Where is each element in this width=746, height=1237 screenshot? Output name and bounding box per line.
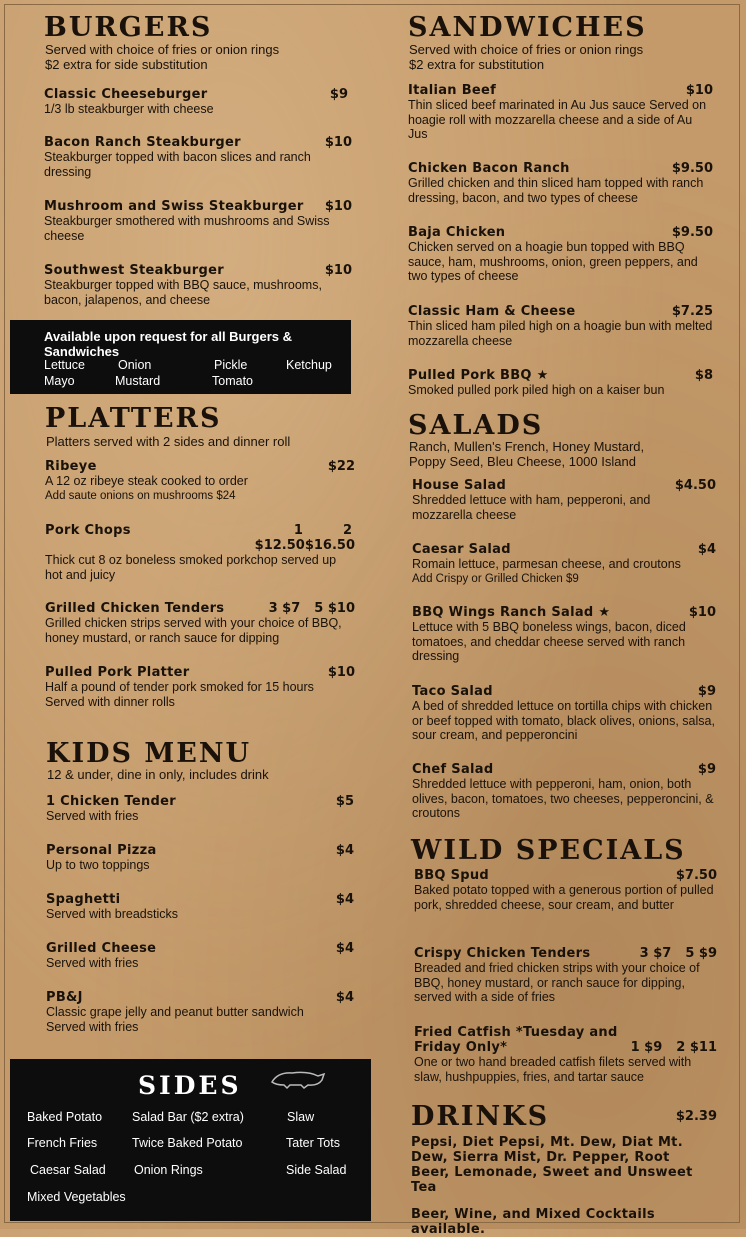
- item-desc: 1/3 lb steakburger with cheese: [44, 102, 214, 116]
- menu-item: [44, 199, 352, 243]
- item-desc: A 12 oz ribeye steak cooked to order: [45, 474, 248, 488]
- item-name: Chef Salad: [412, 762, 494, 777]
- item-name: Baja Chicken: [408, 225, 506, 240]
- menu-item: [414, 946, 717, 1005]
- item-desc: Grilled chicken strips served with your choice of BBQ, honey mustard, or ranch sauce for dipping: [45, 616, 342, 645]
- item-name: Classic Ham & Cheese: [408, 304, 576, 319]
- side-item: Side Salad: [286, 1163, 347, 1177]
- drinks-list: Pepsi, Diet Pepsi, Mt. Dew, Diat Mt. Dew, Sierra Mist, Dr. Pepper, Root Beer, Lemonade, Sweet and Unsweet Tea: [411, 1135, 693, 1195]
- drinks-note: Beer, Wine, and Mixed Cocktails available.: [411, 1207, 655, 1237]
- item-price: $10: [688, 605, 716, 620]
- item-name: Fried Catfish *Tuesday and Friday Only*: [414, 1025, 618, 1055]
- item-name: Pulled Pork Platter: [45, 665, 190, 680]
- platters-note: Platters served with 2 sides and dinner roll: [46, 434, 291, 449]
- side-item: Mixed Vegetables: [27, 1190, 126, 1204]
- item-price: $7.50: [675, 868, 717, 883]
- item-price-1: 3 $7: [639, 946, 672, 961]
- menu-item: [414, 868, 717, 912]
- menu-item: [414, 1025, 717, 1084]
- item-name: Taco Salad: [412, 684, 493, 699]
- topping-item: Pickle: [214, 358, 248, 372]
- side-item: French Fries: [27, 1136, 98, 1150]
- item-desc: Chicken served on a hoagie bun topped with BBQ sauce, ham, mushrooms, onion, green peppers, and two types of cheese: [408, 240, 698, 283]
- item-name: Caesar Salad: [412, 542, 511, 557]
- sides-box: [10, 1059, 371, 1221]
- item-desc: Grilled chicken and thin sliced ham topped with ranch dressing, bacon, and two types of cheese: [408, 176, 704, 205]
- side-item: Caesar Salad: [30, 1163, 106, 1177]
- drinks-section: [411, 1103, 717, 1237]
- menu-item: [46, 892, 354, 922]
- side-item: Salad Bar ($2 extra): [132, 1110, 244, 1124]
- menu-item: [45, 601, 355, 645]
- left-column: [44, 12, 352, 307]
- menu-item: [412, 542, 716, 586]
- item-desc: Smoked pulled pork piled high on a kaiser bun: [408, 383, 665, 397]
- salads-note: Poppy Seed, Bleu Cheese, 1000 Island: [409, 454, 636, 469]
- kids-section: [46, 738, 354, 1034]
- item-name: Spaghetti: [46, 892, 121, 907]
- toppings-box: [10, 320, 351, 394]
- platters-title: PLATTERS: [45, 403, 222, 434]
- menu-item: [46, 941, 354, 971]
- kids-title: KIDS MENU: [46, 738, 252, 769]
- sandwiches-section: [408, 12, 713, 397]
- item-price: $4: [335, 892, 354, 907]
- item-name: Ribeye: [45, 459, 97, 474]
- item-name: Bacon Ranch Steakburger: [44, 135, 241, 150]
- item-desc: Served with fries: [46, 809, 139, 823]
- topping-item: Mustard: [115, 374, 161, 388]
- item-desc: Thin sliced beef marinated in Au Jus sauce Served on hoagie roll with mozzarella cheese and a side of Au Jus: [408, 98, 707, 141]
- drinks-title: DRINKS: [411, 1101, 550, 1132]
- item-price: [45, 538, 355, 553]
- item-price: $9: [697, 684, 716, 699]
- item-desc: Shredded lettuce with ham, pepperoni, and mozzarella cheese: [412, 493, 651, 522]
- menu-item: [412, 478, 716, 522]
- specials-section: [411, 835, 717, 1084]
- side-item: Twice Baked Potato: [132, 1136, 243, 1150]
- item-price: $9: [329, 87, 348, 102]
- item-desc: One or two hand breaded catfish filets served with slaw, hushpuppies, fries, and tartar sauce: [414, 1055, 692, 1084]
- item-desc: Shredded lettuce with pepperoni, ham, onion, both olives, bacon, tomatoes, two cheeses, pepperoncini, & croutons: [412, 777, 714, 820]
- item-name: Crispy Chicken Tenders: [414, 946, 591, 961]
- item-price: $10: [324, 199, 352, 214]
- item-price: $10: [324, 263, 352, 278]
- menu-item: [46, 843, 354, 873]
- item-desc: Thin sliced ham piled high on a hoagie bun with melted mozzarella cheese: [408, 319, 713, 348]
- qty-label: 2: [342, 523, 352, 538]
- item-price-2: 5 $9: [685, 946, 717, 961]
- item-desc: Classic grape jelly and peanut butter sandwich: [46, 1005, 304, 1019]
- item-price: $9: [697, 762, 716, 777]
- menu-item: [408, 161, 713, 205]
- item-desc: Steakburger smothered with mushrooms and Swiss cheese: [44, 214, 330, 243]
- item-desc: Baked potato topped with a generous portion of pulled pork, shredded cheese, sour cream, and butter: [414, 883, 714, 912]
- burgers-note: $2 extra for side substitution: [45, 57, 208, 72]
- topping-item: Tomato: [212, 374, 253, 388]
- item-desc-2: Served with fries: [46, 1019, 139, 1034]
- drinks-price: $2.39: [675, 1109, 717, 1124]
- item-desc: Romain lettuce, parmesan cheese, and croutons: [412, 557, 681, 571]
- item-name: Pulled Pork BBQ ★: [408, 368, 549, 383]
- menu-item: [408, 83, 713, 142]
- sides-title: SIDES: [138, 1071, 242, 1100]
- menu-item: [408, 225, 713, 284]
- item-price: $10: [327, 665, 355, 680]
- item-desc: Steakburger topped with bacon slices and ranch dressing: [44, 150, 311, 179]
- item-desc: A bed of shredded lettuce on tortilla chips with chicken or beef topped with tomato, black olives, onions, salsa, sour cream, and pepperoncini: [412, 699, 715, 742]
- item-price: [631, 1040, 717, 1055]
- sandwiches-title: SANDWICHES: [408, 12, 647, 43]
- item-name: Southwest Steakburger: [44, 263, 224, 278]
- item-desc: Served with breadsticks: [46, 907, 179, 921]
- specials-title: WILD SPECIALS: [411, 835, 686, 866]
- salads-section: [408, 410, 716, 820]
- item-desc: Served with fries: [46, 956, 139, 970]
- menu-item: [44, 263, 352, 307]
- item-price: $4.50: [674, 478, 716, 493]
- item-name: Grilled Chicken Tenders: [45, 601, 225, 616]
- pig-icon: [268, 1068, 328, 1090]
- item-price: $9.50: [671, 225, 713, 240]
- menu-item: [45, 665, 355, 709]
- item-name: Mushroom and Swiss Steakburger: [44, 199, 304, 214]
- side-item: Baked Potato: [27, 1110, 103, 1124]
- item-price: $22: [327, 459, 355, 474]
- side-item: Slaw: [287, 1110, 315, 1124]
- menu-item: [412, 605, 716, 664]
- burgers-note: Served with choice of fries or onion rings: [45, 42, 280, 57]
- item-name: Chicken Bacon Ranch: [408, 161, 570, 176]
- menu-item: [45, 459, 355, 503]
- item-name: Italian Beef: [408, 83, 497, 98]
- item-desc: Breaded and fried chicken strips with your choice of BBQ, honey mustard, or ranch sauce for dipping, served with a side of fries: [414, 961, 700, 1004]
- menu-item: [408, 368, 713, 398]
- item-price-1: 3 $7: [268, 601, 301, 616]
- item-name: House Salad: [412, 478, 507, 493]
- salads-note: Ranch, Mullen's French, Honey Mustard,: [409, 439, 645, 454]
- toppings-heading: Available upon request for all Burgers & Sandwiches: [44, 329, 293, 359]
- item-desc: Thick cut 8 oz boneless smoked porkchop served up hot and juicy: [45, 553, 337, 582]
- item-price: $5: [335, 794, 354, 809]
- item-name: Classic Cheeseburger: [44, 87, 208, 102]
- menu-item: [408, 304, 713, 348]
- item-price: $10: [685, 83, 713, 98]
- menu-item: [412, 762, 716, 821]
- menu-item: [45, 523, 355, 582]
- topping-item: Ketchup: [286, 358, 332, 372]
- item-price-2: 5 $10: [314, 601, 355, 616]
- item-name: PB&J: [46, 990, 83, 1005]
- sandwiches-note: $2 extra for substitution: [409, 57, 545, 72]
- item-desc: Lettuce with 5 BBQ boneless wings, bacon, diced tomatoes, and cheddar cheese served with ranch dressing: [412, 620, 686, 663]
- menu-item: [46, 990, 354, 1034]
- topping-item: Lettuce: [44, 358, 86, 372]
- item-price-1: 1 $9: [630, 1040, 663, 1055]
- item-name: BBQ Wings Ranch Salad ★: [412, 605, 611, 620]
- item-name: Grilled Cheese: [46, 941, 157, 956]
- sandwiches-note: Served with choice of fries or onion rings: [409, 42, 644, 57]
- qty-label: 1: [293, 523, 303, 538]
- salads-title: SALADS: [408, 410, 544, 441]
- item-price: $4: [335, 941, 354, 956]
- item-name: Pork Chops: [45, 523, 131, 538]
- item-price: $10: [324, 135, 352, 150]
- item-desc-2: Served with dinner rolls: [45, 694, 175, 709]
- platters-section: [45, 403, 355, 709]
- item-desc: Steakburger topped with BBQ sauce, mushrooms, bacon, jalapenos, and cheese: [44, 278, 322, 307]
- burgers-title: BURGERS: [44, 12, 213, 43]
- item-price-2: $16.50: [304, 538, 355, 553]
- item-qty-labels: [294, 523, 352, 538]
- menu-item: [412, 684, 716, 743]
- item-name: BBQ Spud: [414, 868, 490, 883]
- item-name: Personal Pizza: [46, 843, 157, 858]
- topping-item: Mayo: [44, 374, 75, 388]
- item-desc: Up to two toppings: [46, 858, 150, 872]
- topping-item: Onion: [118, 358, 152, 372]
- side-item: Onion Rings: [134, 1163, 203, 1177]
- item-price: $4: [335, 843, 354, 858]
- menu-item: [44, 135, 352, 179]
- item-price: $4: [335, 990, 354, 1005]
- menu-item: [44, 87, 352, 117]
- item-price: $4: [697, 542, 716, 557]
- item-name: 1 Chicken Tender: [46, 794, 176, 809]
- item-addon: Add saute onions on mushrooms $24: [45, 489, 236, 502]
- item-price: [640, 946, 717, 961]
- item-price: [269, 601, 355, 616]
- item-addon: Add Crispy or Grilled Chicken $9: [412, 572, 579, 585]
- item-price-2: 2 $11: [676, 1040, 717, 1055]
- item-price-1: $12.50: [254, 538, 305, 553]
- menu-item: [46, 794, 354, 824]
- item-price: $7.25: [671, 304, 713, 319]
- side-item: Tater Tots: [286, 1136, 340, 1150]
- item-price: $8: [694, 368, 713, 383]
- item-desc: Half a pound of tender pork smoked for 15 hours: [45, 680, 314, 694]
- kids-note: 12 & under, dine in only, includes drink: [47, 767, 269, 782]
- item-price: $9.50: [671, 161, 713, 176]
